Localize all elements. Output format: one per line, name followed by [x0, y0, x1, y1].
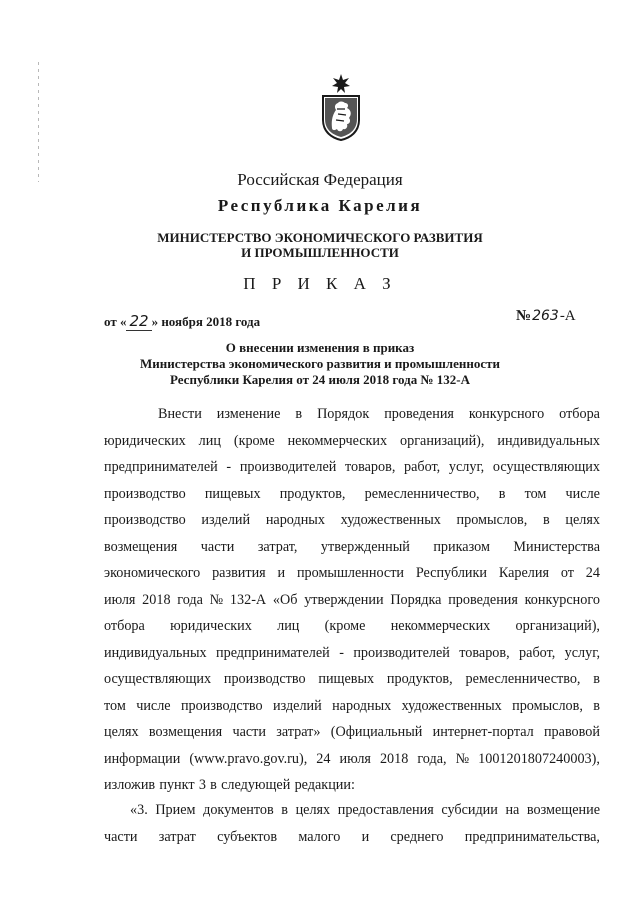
subject-line2: Министерства экономического развития и промышленности [139, 356, 501, 371]
body-paragraph-2 [104, 797, 600, 850]
ministry-name-line2: И ПРОМЫШЛЕННОСТИ [241, 245, 399, 260]
text-line: том числе производство изделий народных художественных промыслов, в [104, 697, 600, 714]
text-line: индивидуальных предпринимателей - производителей товаров, работ, услуг, [104, 644, 600, 661]
text-line: юридических лиц (кроме некоммерческих организаций), индивидуальных [104, 432, 600, 449]
date-suffix: » ноября 2018 года [151, 314, 261, 329]
order-date [104, 312, 260, 330]
order-subject [0, 340, 640, 388]
text-line: информации (www.pravo.gov.ru), 24 июля 2018 года, № 1001201807240003), [104, 750, 600, 767]
number-suffix: -А [559, 308, 576, 324]
order-number [516, 308, 576, 325]
text-line: июля 2018 года № 132-А «Об утверждении Порядка проведения конкурсного [104, 591, 600, 608]
republic-name: Республика Карелия [217, 196, 423, 215]
text-line: производство изделий народных художественных промыслов, в целях [104, 512, 600, 528]
text-line: экономического развития и промышленности Республики Карелия от 24 [104, 565, 600, 581]
text-line: предпринимателей - производителей товаров, работ, услуг, осуществляющих [104, 459, 600, 475]
text-line: части затрат субъектов малого и среднего предпринимательства, [104, 828, 600, 845]
document-type: П Р И К А З [243, 274, 397, 293]
coat-of-arms-icon [318, 72, 364, 142]
text-line: отбора юридических лиц (кроме некоммерческих организаций), [104, 618, 600, 634]
text-line: изложив пункт 3 в следующей редакции: [104, 777, 355, 793]
text-line: возмещения части затрат, утвержденный приказом Министерства [104, 538, 600, 555]
ministry-name [0, 230, 640, 260]
country-name: Российская Федерация [237, 170, 403, 189]
handwritten-number: 263 [532, 308, 559, 324]
ministry-name-line1: МИНИСТЕРСТВО ЭКОНОМИЧЕСКОГО РАЗВИТИЯ [157, 230, 483, 245]
body-paragraph-1 [104, 401, 600, 799]
date-prefix: от « [104, 314, 127, 329]
number-sign: № [516, 308, 532, 324]
text-line: осуществляющих производство пищевых продуктов, ремесленничество, в [104, 671, 600, 687]
subject-line1: О внесении изменения в приказ [225, 340, 415, 355]
text-line: производство пищевых продуктов, ремесленничество, в том числе [104, 485, 600, 502]
scan-edge-mark [38, 62, 39, 182]
text-line: Внести изменение в Порядок проведения конкурсного отбора [158, 406, 600, 422]
text-line: целях возмещения части затрат» (Официальный интернет-портал правовой [104, 724, 600, 740]
text-line: «3. Прием документов в целях предоставления субсидии на возмещение [130, 802, 600, 818]
handwritten-day: 22 [126, 312, 151, 331]
subject-line3: Республики Карелия от 24 июля 2018 года № 132-А [169, 372, 470, 387]
